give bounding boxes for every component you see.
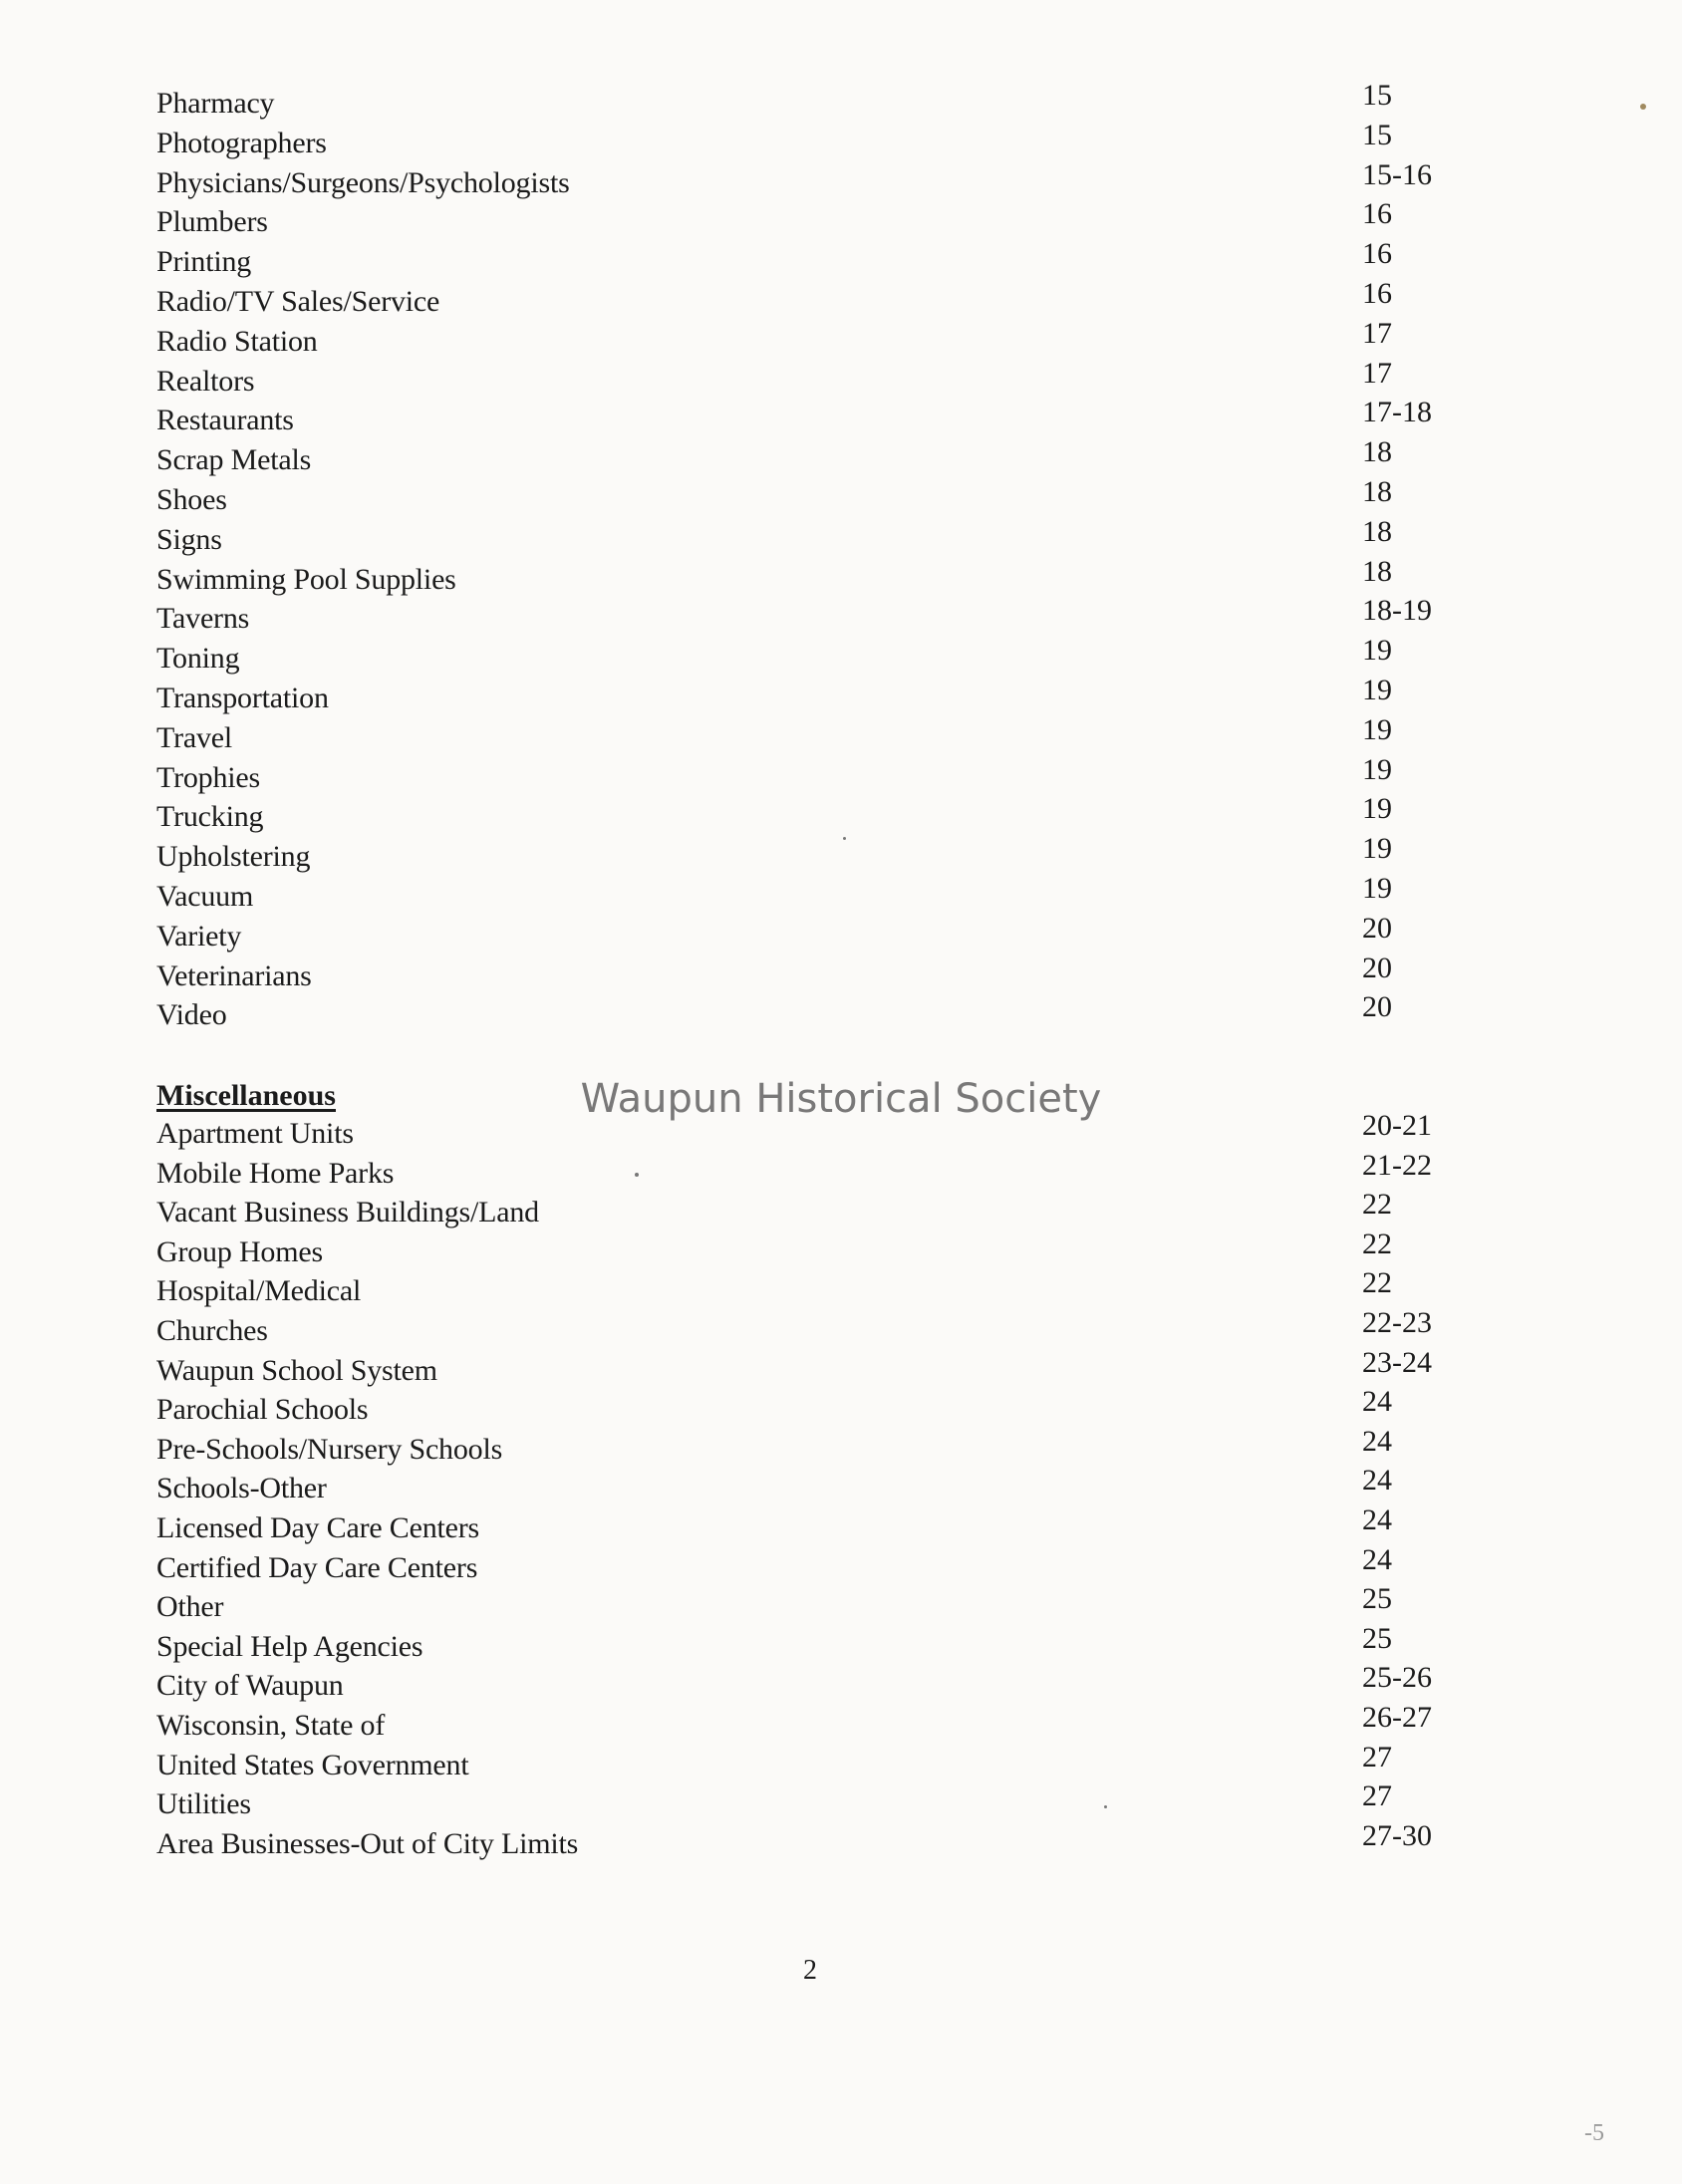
paper-speck xyxy=(635,1173,639,1177)
index-entry xyxy=(156,1188,1452,1232)
entry-label: Swimming Pool Supplies xyxy=(156,562,456,596)
entry-pages: 21-22 xyxy=(1362,1148,1432,1182)
entry-pages: 24 xyxy=(1362,1464,1392,1498)
entry-pages: 18 xyxy=(1362,554,1392,588)
index-entry xyxy=(156,1621,1452,1667)
entry-label: Taverns xyxy=(156,602,250,636)
entry-label: Physicians/Surgeons/Psychologists xyxy=(156,165,570,199)
index-entry xyxy=(156,872,1452,917)
entry-label: Scrap Metals xyxy=(156,443,312,477)
entry-label: Veterinarians xyxy=(156,958,312,992)
entry-pages: 15-16 xyxy=(1362,157,1432,191)
entry-pages: 15 xyxy=(1362,79,1392,112)
entry-label: Radio/TV Sales/Service xyxy=(156,285,440,318)
index-entry xyxy=(156,1266,1452,1311)
entry-pages: 18-19 xyxy=(1362,594,1432,628)
paper-speck xyxy=(843,837,846,840)
entry-label: Mobile Home Parks xyxy=(156,1156,395,1190)
entry-pages: 18 xyxy=(1362,514,1392,548)
entry-pages: 25 xyxy=(1362,1621,1392,1655)
entry-pages: 23-24 xyxy=(1362,1345,1432,1379)
entry-label: Schools-Other xyxy=(156,1472,327,1505)
entry-label: Wisconsin, State of xyxy=(156,1709,386,1742)
index-entry xyxy=(156,316,1452,362)
entry-pages: 25 xyxy=(1362,1582,1392,1616)
index-entry xyxy=(156,1779,1452,1824)
entry-label: Group Homes xyxy=(156,1234,323,1268)
entry-pages: 19 xyxy=(1362,634,1392,668)
index-entry xyxy=(156,1424,1452,1470)
index-entry xyxy=(156,554,1452,600)
index-entry xyxy=(156,1306,1452,1351)
index-entry xyxy=(156,1148,1452,1194)
index-entry xyxy=(156,79,1452,124)
index-entry xyxy=(156,237,1452,282)
index-entry xyxy=(156,752,1452,798)
entry-pages: 22 xyxy=(1362,1227,1392,1260)
entry-label: Pre-Schools/Nursery Schools xyxy=(156,1432,503,1466)
entry-label: Certified Day Care Centers xyxy=(156,1550,478,1584)
entry-label: Churches xyxy=(156,1314,268,1347)
entry-pages: 16 xyxy=(1362,277,1392,310)
entry-pages: 24 xyxy=(1362,1503,1392,1536)
entry-pages: 24 xyxy=(1362,1385,1392,1419)
entry-pages: 22 xyxy=(1362,1188,1392,1222)
entry-pages: 20 xyxy=(1362,990,1392,1024)
index-entry xyxy=(156,1464,1452,1508)
paper-speck xyxy=(1104,1805,1107,1808)
entry-pages: 16 xyxy=(1362,237,1392,271)
entry-label: Apartment Units xyxy=(156,1117,354,1150)
entry-label: Travel xyxy=(156,720,233,754)
index-entry xyxy=(156,514,1452,560)
entry-label: United States Government xyxy=(156,1748,469,1781)
index-entry xyxy=(156,277,1452,322)
index-entry xyxy=(156,118,1452,163)
entry-pages: 15 xyxy=(1362,118,1392,151)
entry-pages: 20 xyxy=(1362,951,1392,984)
entry-pages: 20 xyxy=(1362,911,1392,945)
entry-label: Printing xyxy=(156,245,252,279)
entry-pages: 25-26 xyxy=(1362,1661,1432,1695)
index-entry xyxy=(156,1503,1452,1548)
entry-label: Parochial Schools xyxy=(156,1393,369,1427)
entry-label: Hospital/Medical xyxy=(156,1274,362,1308)
index-entry xyxy=(156,157,1452,203)
entry-pages: 22 xyxy=(1362,1266,1392,1300)
entry-pages: 18 xyxy=(1362,475,1392,508)
entry-pages: 27-30 xyxy=(1362,1818,1432,1852)
index-entry xyxy=(156,594,1452,639)
entry-label: Upholstering xyxy=(156,840,311,874)
entry-label: Toning xyxy=(156,642,240,676)
entry-pages: 19 xyxy=(1362,712,1392,746)
entry-pages: 17 xyxy=(1362,356,1392,390)
index-entry xyxy=(156,396,1452,440)
entry-pages: 17 xyxy=(1362,316,1392,350)
entry-label: Pharmacy xyxy=(156,87,275,120)
index-entry xyxy=(156,1701,1452,1746)
entry-label: Restaurants xyxy=(156,404,294,437)
entry-label: Waupun School System xyxy=(156,1353,437,1387)
page-number: 2 xyxy=(803,1955,817,1986)
entry-pages: 17-18 xyxy=(1362,396,1432,429)
index-entry xyxy=(156,1582,1452,1627)
entry-label: Licensed Day Care Centers xyxy=(156,1511,480,1544)
entry-pages: 19 xyxy=(1362,832,1392,866)
entry-label: Special Help Agencies xyxy=(156,1629,423,1663)
entry-pages: 26-27 xyxy=(1362,1701,1432,1734)
entry-label: Trophies xyxy=(156,760,260,794)
corner-mark: -5 xyxy=(1584,2120,1604,2146)
index-entry xyxy=(156,475,1452,520)
entry-pages: 16 xyxy=(1362,197,1392,231)
entry-label: Vacant Business Buildings/Land xyxy=(156,1196,539,1229)
entry-pages: 19 xyxy=(1362,792,1392,826)
index-entry xyxy=(156,1345,1452,1391)
entry-pages: 19 xyxy=(1362,872,1392,905)
index-entry xyxy=(156,1818,1452,1864)
index-entry xyxy=(156,712,1452,758)
index-entry xyxy=(156,911,1452,956)
entry-label: Signs xyxy=(156,522,222,556)
index-entry xyxy=(156,356,1452,402)
entry-pages: 22-23 xyxy=(1362,1306,1432,1339)
index-entry xyxy=(156,792,1452,837)
entry-label: Realtors xyxy=(156,364,255,398)
index-entry xyxy=(156,1227,1452,1272)
entry-label: Radio Station xyxy=(156,324,318,358)
entry-pages: 27 xyxy=(1362,1779,1392,1813)
entry-pages: 24 xyxy=(1362,1542,1392,1576)
entry-label: Other xyxy=(156,1590,224,1624)
entry-label: Utilities xyxy=(156,1787,251,1821)
entry-label: Area Businesses-Out of City Limits xyxy=(156,1826,579,1860)
entry-label: Shoes xyxy=(156,483,227,516)
index-entry xyxy=(156,1385,1452,1430)
entry-label: Photographers xyxy=(156,126,327,159)
index-entry xyxy=(156,674,1452,718)
index-entry xyxy=(156,197,1452,242)
miscellaneous-heading: Miscellaneous xyxy=(156,1079,336,1112)
paper-speck xyxy=(1640,104,1646,110)
index-entry xyxy=(156,1109,1452,1154)
entry-label: Variety xyxy=(156,919,242,953)
entry-label: Plumbers xyxy=(156,205,268,239)
entry-pages: 24 xyxy=(1362,1424,1392,1458)
entry-label: City of Waupun xyxy=(156,1669,344,1703)
entry-label: Video xyxy=(156,998,227,1032)
index-entry xyxy=(156,1661,1452,1706)
entry-label: Trucking xyxy=(156,800,264,834)
watermark: Waupun Historical Society xyxy=(580,1076,1102,1122)
entry-pages: 19 xyxy=(1362,752,1392,786)
index-entry xyxy=(156,1542,1452,1588)
index-entry xyxy=(156,832,1452,877)
entry-pages: 20-21 xyxy=(1362,1109,1432,1142)
entry-pages: 19 xyxy=(1362,674,1392,706)
index-entry xyxy=(156,1740,1452,1785)
entry-pages: 27 xyxy=(1362,1740,1392,1774)
index-entry xyxy=(156,435,1452,480)
entry-pages: 18 xyxy=(1362,435,1392,469)
entry-label: Vacuum xyxy=(156,880,254,913)
entry-label: Transportation xyxy=(156,682,329,714)
index-entry xyxy=(156,990,1452,1035)
index-entry xyxy=(156,634,1452,679)
index-entry xyxy=(156,951,1452,996)
